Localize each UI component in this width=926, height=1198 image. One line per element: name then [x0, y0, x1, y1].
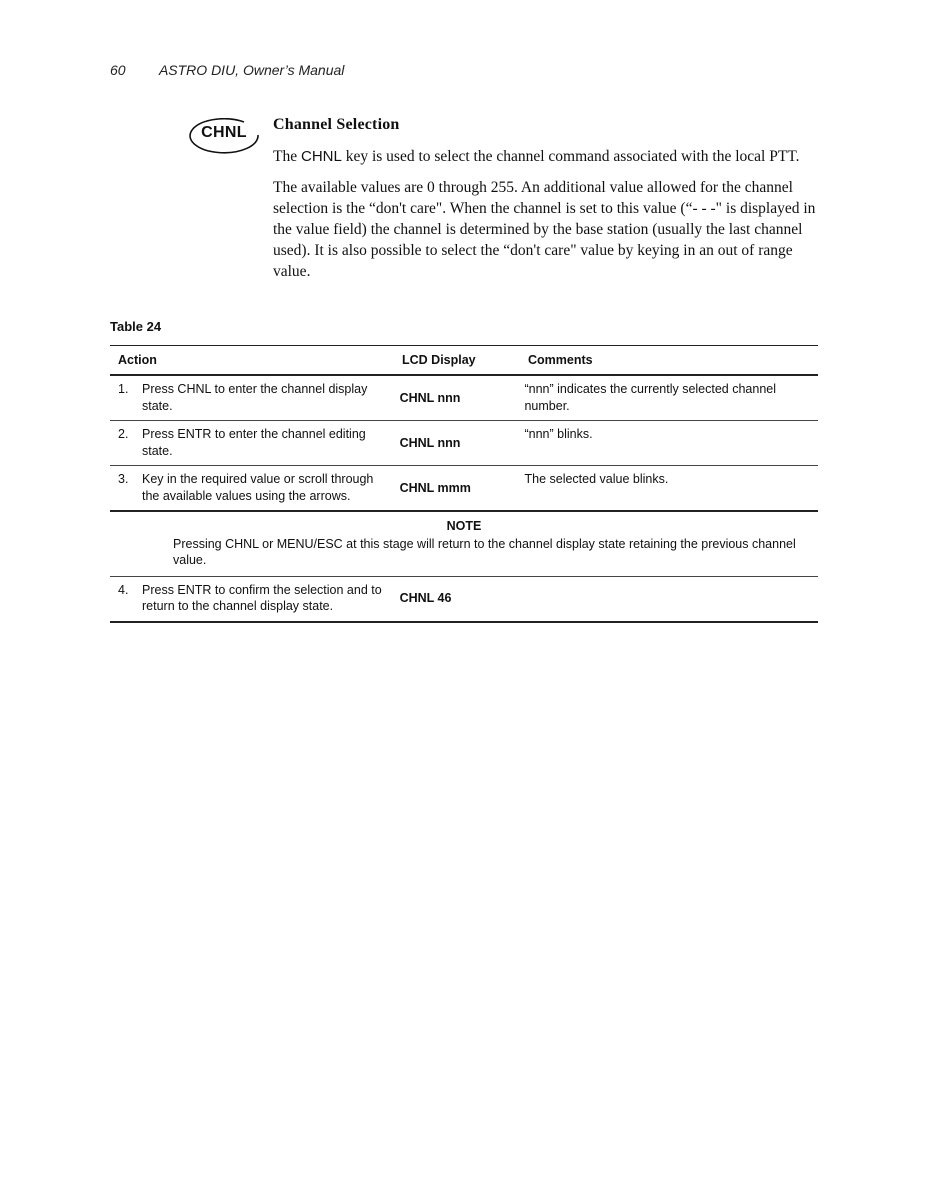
row-lcd-cell: CHNL nnn [399, 435, 461, 450]
manual-title: ASTRO DIU, Owner’s Manual [158, 62, 345, 78]
step-action-text: Press CHNL to enter the channel display state. [142, 382, 368, 413]
table-row [110, 421, 818, 466]
step-number: 2. [118, 427, 129, 441]
step-number: 4. [118, 582, 129, 597]
key-badge-label: CHNL [201, 124, 247, 141]
step-action-text: Press ENTR to enter the channel editing state. [142, 427, 366, 458]
table-note [110, 512, 818, 577]
step-number: 1. [118, 382, 129, 396]
section-paragraph-1 [273, 146, 818, 167]
section-paragraph-2: The available values are 0 through 255. An additional value allowed for the channel selection is the “don't care". When the channel is set to this value (“- - -" is displayed in the value field) the channel is determined by the base station (usually the last channel used). It is also possible to select the “don't care" value by keying in an out of range value. [273, 179, 816, 280]
row-action-cell [110, 421, 400, 465]
page-header [110, 62, 344, 78]
section-title: Channel Selection [273, 116, 400, 133]
row-comments-cell: “nnn” blinks. [524, 427, 593, 441]
table-header-row [110, 345, 818, 376]
header-lcd-display: LCD Display [402, 352, 476, 367]
table-caption: Table 24 [110, 319, 162, 334]
step-action-text: Key in the required value or scroll through the available values using the arrows. [142, 472, 374, 503]
channel-selection-section [273, 114, 818, 292]
step-number: 3. [118, 472, 129, 486]
table-row [110, 466, 818, 512]
row-lcd-cell: CHNL 46 [399, 591, 452, 606]
row-lcd-cell: CHNL mmm [399, 480, 471, 495]
row-lcd-cell: CHNL nnn [399, 390, 461, 405]
row-comments-cell: The selected value blinks. [524, 472, 669, 486]
row-action-cell [110, 376, 400, 420]
header-action: Action [118, 352, 157, 367]
page-number: 60 [110, 62, 126, 78]
para1-key-name: CHNL [300, 148, 342, 165]
note-title: NOTE [446, 519, 482, 533]
table-row [110, 376, 818, 421]
step-action-text: Press ENTR to confirm the selection and to return to the channel display state. [142, 582, 382, 613]
header-comments: Comments [528, 352, 593, 367]
procedure-table [110, 345, 818, 623]
para1-prefix: The [273, 148, 301, 165]
row-action-cell [110, 577, 400, 621]
row-comments-cell: “nnn” indicates the currently selected channel number. [524, 382, 777, 413]
para1-suffix: key is used to select the channel command associated with the local PTT. [341, 148, 800, 165]
row-comments-cell [524, 577, 818, 621]
note-text: Pressing CHNL or MENU/ESC at this stage will return to the channel display state retaining the previous channel value. [173, 536, 796, 567]
table-row [110, 577, 818, 623]
row-action-cell [110, 466, 400, 510]
chnl-key-icon [188, 118, 260, 156]
